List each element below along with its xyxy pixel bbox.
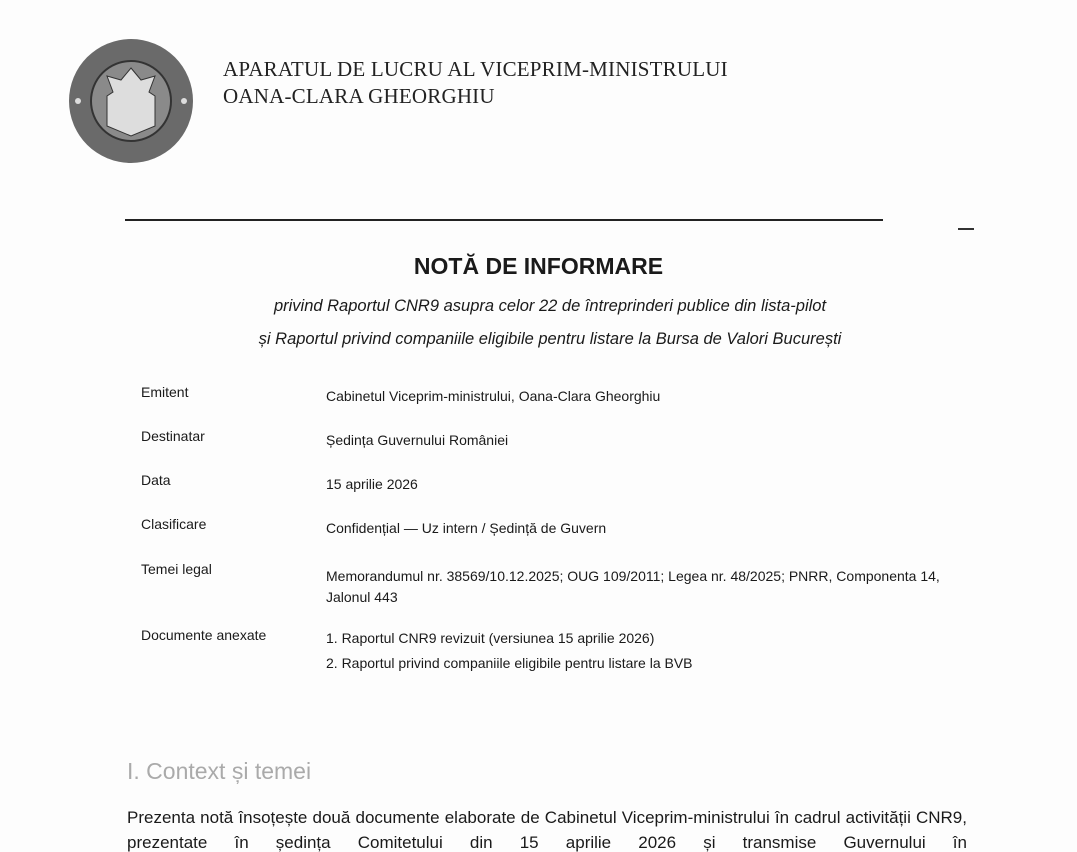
field-value: 15 aprilie 2026 — [326, 476, 418, 492]
field-value: 2. Raportul privind companiile eligibile pentru listare la BVB — [326, 655, 693, 671]
field-label: Documente anexate — [141, 627, 267, 643]
divider — [125, 219, 883, 221]
document-title: NOTĂ DE INFORMARE — [413, 253, 664, 279]
field-label: Temei legal — [141, 561, 212, 577]
section-heading: I. Context și temei — [127, 758, 312, 784]
section-paragraph: Prezenta notă însoțește două documente elaborate de Cabinetul Viceprim-ministrului în cadrul activității CNR9, prezentate în ședința Comitetului din 15 aprilie 2026 și transmise Guvernului în — [127, 808, 967, 852]
subtitle-line-2: și Raportul privind companiile eligibile pentru listare la Bursa de Valori București — [258, 330, 842, 348]
field-value: Confidențial — Uz intern / Ședință de Guvern — [326, 520, 607, 536]
field-value: Ședința Guvernului României — [326, 432, 509, 448]
field-label: Destinatar — [141, 428, 205, 444]
field-value: Memorandumul nr. 38569/10.12.2025; OUG 109/2011; Legea nr. 48/2025; PNRR, Componenta 14, Jalonul 443 — [326, 568, 940, 605]
subtitle-line-1: privind Raportul CNR9 asupra celor 22 de întreprinderi publice din lista-pilot — [273, 297, 827, 315]
header-person: OANA-CLARA GHEORGHIU — [223, 84, 495, 108]
field-value: Cabinetul Viceprim-ministrului, Oana-Clara Gheorghiu — [326, 388, 661, 404]
government-seal-logo — [68, 38, 194, 164]
header-institution: APARATUL DE LUCRU AL VICEPRIM-MINISTRULUI — [223, 57, 728, 81]
field-label: Clasificare — [141, 516, 207, 532]
field-label: Emitent — [141, 384, 189, 400]
divider-fragment — [958, 228, 974, 230]
field-label: Data — [141, 472, 171, 488]
field-value: 1. Raportul CNR9 revizuit (versiunea 15 aprilie 2026) — [326, 630, 655, 646]
